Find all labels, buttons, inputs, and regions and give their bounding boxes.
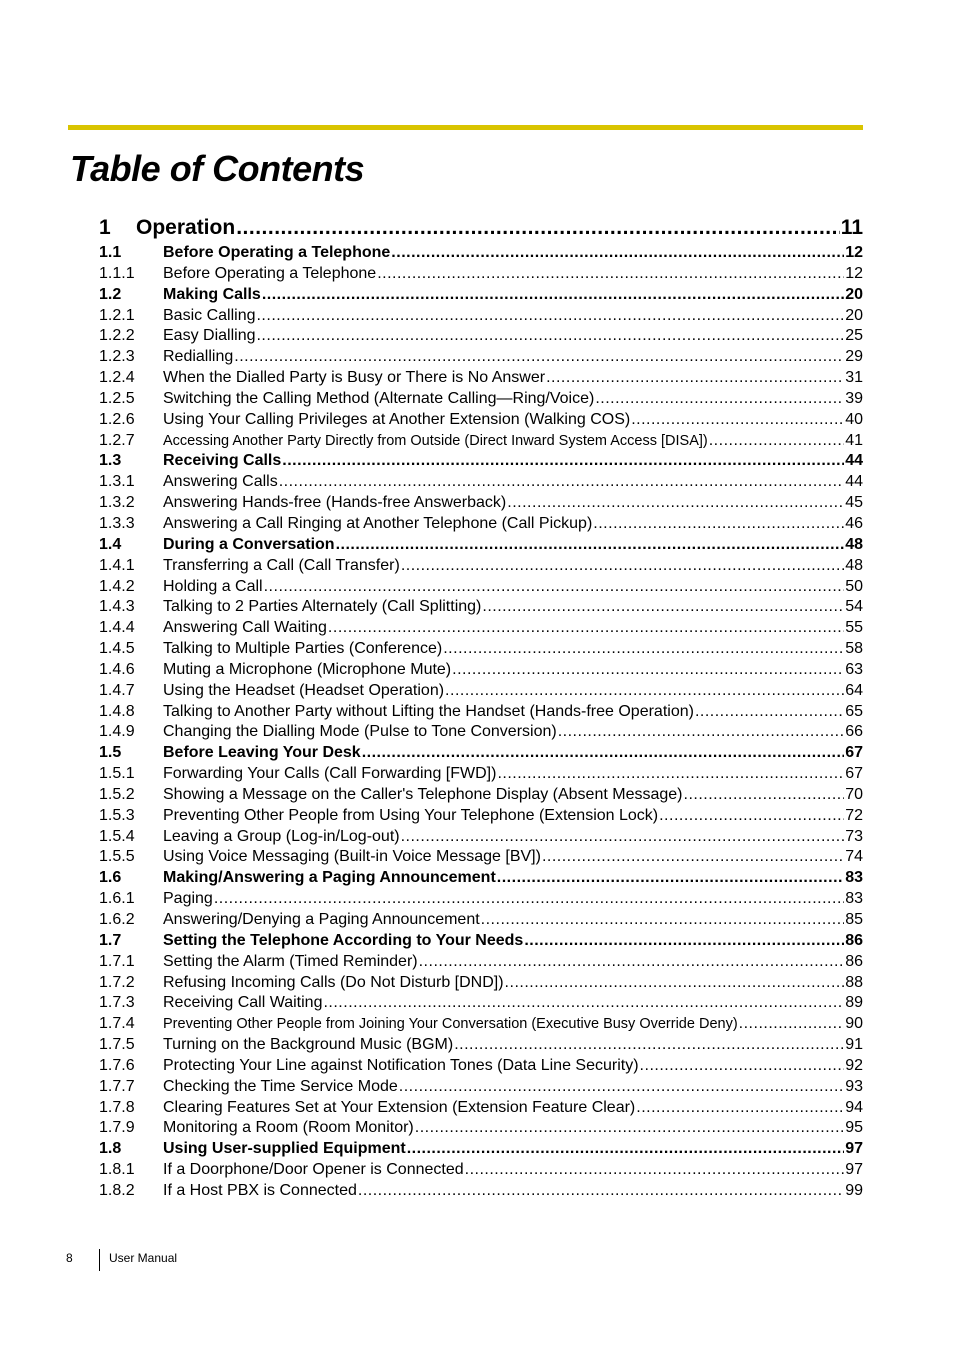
dot-leader bbox=[659, 806, 844, 827]
entry-title: Talking to Multiple Parties (Conference) bbox=[163, 640, 443, 658]
toc-subsection[interactable] bbox=[99, 618, 863, 639]
toc-subsection[interactable] bbox=[99, 660, 863, 681]
dot-leader bbox=[497, 868, 844, 889]
entry-page: 41 bbox=[845, 431, 863, 449]
toc-section[interactable] bbox=[99, 451, 863, 472]
entry-title: Answering/Denying a Paging Announcement bbox=[163, 911, 480, 928]
entry-number: 1.3.1 bbox=[99, 473, 135, 491]
entry-title: Holding a Call bbox=[163, 577, 263, 595]
dot-leader bbox=[481, 910, 845, 931]
entry-number: 1.7.7 bbox=[99, 1077, 135, 1095]
entry-title: Using Voice Messaging (Built-in Voice Message [BV]) bbox=[163, 848, 541, 866]
entry-page: 73 bbox=[845, 827, 863, 845]
entry-page: 20 bbox=[845, 285, 863, 303]
entry-page: 86 bbox=[845, 952, 863, 970]
dot-leader bbox=[407, 1139, 845, 1160]
toc-subsection[interactable] bbox=[99, 1035, 863, 1056]
toc-subsection[interactable] bbox=[99, 1056, 863, 1077]
dot-leader bbox=[631, 410, 844, 431]
entry-number: 1.7.1 bbox=[99, 952, 135, 970]
dot-leader bbox=[236, 213, 840, 243]
entry-title: Setting the Alarm (Timed Reminder) bbox=[163, 952, 418, 970]
dot-leader bbox=[262, 285, 844, 306]
toc-subsection[interactable] bbox=[99, 785, 863, 806]
entry-number: 1.5.5 bbox=[99, 848, 135, 866]
toc-subsection[interactable] bbox=[99, 264, 863, 285]
entry-page: 44 bbox=[845, 452, 863, 470]
entry-number: 1.6.2 bbox=[99, 911, 135, 928]
entry-title: Preventing Other People from Joining Your Conversation (Executive Busy Override Deny) bbox=[163, 1016, 738, 1033]
dot-leader bbox=[524, 931, 844, 952]
entry-title: Before Operating a Telephone bbox=[163, 264, 377, 282]
entry-title: Making Calls bbox=[163, 285, 261, 303]
toc-subsection[interactable] bbox=[99, 993, 863, 1014]
toc-subsection[interactable] bbox=[99, 577, 863, 598]
dot-leader bbox=[709, 431, 844, 452]
dot-leader bbox=[684, 785, 845, 806]
entry-title: Answering a Call Ringing at Another Telephone (Call Pickup) bbox=[163, 514, 593, 532]
dot-leader bbox=[546, 368, 844, 389]
toc-subsection[interactable] bbox=[99, 1181, 863, 1202]
toc-section[interactable] bbox=[99, 931, 863, 952]
toc-section[interactable] bbox=[99, 868, 863, 889]
entry-number: 1.8.2 bbox=[99, 1181, 135, 1199]
entry-title: Setting the Telephone According to Your Needs bbox=[163, 931, 524, 949]
dot-leader bbox=[391, 243, 844, 264]
entry-title: Protecting Your Line against Notification Tones (Data Line Security) bbox=[163, 1056, 639, 1074]
entry-number: 1.3.2 bbox=[99, 494, 135, 512]
dot-leader bbox=[328, 618, 844, 639]
entry-title: Changing the Dialling Mode (Pulse to Tone Conversion) bbox=[163, 723, 557, 741]
entry-page: 85 bbox=[845, 911, 863, 928]
dot-leader bbox=[695, 702, 844, 723]
dot-leader bbox=[507, 493, 844, 514]
entry-page: 20 bbox=[845, 306, 863, 324]
entry-number: 1.5 bbox=[99, 744, 122, 762]
toc-entries bbox=[99, 243, 863, 1202]
entry-number: 1.2.2 bbox=[99, 327, 135, 345]
dot-leader bbox=[399, 1077, 844, 1098]
toc-subsection[interactable] bbox=[99, 847, 863, 868]
entry-title: Showing a Message on the Caller's Telephone Display (Absent Message) bbox=[163, 785, 683, 803]
entry-number: 1.4.3 bbox=[99, 598, 135, 616]
toc-subsection[interactable] bbox=[99, 910, 863, 931]
entry-page: 44 bbox=[845, 473, 863, 491]
entry-page: 99 bbox=[845, 1181, 863, 1199]
dot-leader bbox=[558, 722, 844, 743]
toc-subsection[interactable] bbox=[99, 306, 863, 327]
dot-leader bbox=[362, 743, 845, 764]
toc-subsection[interactable] bbox=[99, 722, 863, 743]
toc-subsection[interactable] bbox=[99, 702, 863, 723]
toc-subsection[interactable] bbox=[99, 952, 863, 973]
entry-page: 94 bbox=[845, 1098, 863, 1116]
entry-page: 39 bbox=[845, 389, 863, 407]
dot-leader bbox=[452, 660, 844, 681]
page-title: Table of Contents bbox=[70, 148, 365, 189]
entry-page: 48 bbox=[845, 556, 863, 574]
toc-subsection[interactable] bbox=[99, 639, 863, 660]
entry-number: 1.5.3 bbox=[99, 806, 135, 824]
header-rule bbox=[68, 125, 863, 130]
entry-title: Receiving Calls bbox=[163, 452, 282, 470]
entry-number: 1.4.1 bbox=[99, 556, 135, 574]
toc-chapter-operation[interactable] bbox=[99, 213, 863, 243]
entry-title: Before Leaving Your Desk bbox=[163, 744, 361, 762]
entry-page: 31 bbox=[845, 369, 863, 387]
dot-leader bbox=[445, 681, 844, 702]
toc-subsection[interactable] bbox=[99, 1014, 863, 1035]
dot-leader bbox=[256, 306, 844, 327]
entry-page: 40 bbox=[845, 410, 863, 428]
entry-title: Before Operating a Telephone bbox=[163, 244, 391, 261]
entry-number: 1.6.1 bbox=[99, 890, 135, 908]
toc-section[interactable] bbox=[99, 285, 863, 306]
entry-number: 1.4 bbox=[99, 535, 122, 553]
entry-number: 1.3.3 bbox=[99, 514, 135, 532]
entry-number: 1.2.5 bbox=[99, 389, 135, 407]
entry-number: 1.2.7 bbox=[99, 431, 135, 449]
entry-title: Checking the Time Service Mode bbox=[163, 1077, 398, 1095]
entry-number: 1.4.8 bbox=[99, 702, 135, 720]
toc-subsection[interactable] bbox=[99, 472, 863, 493]
entry-title: If a Doorphone/Door Opener is Connected bbox=[163, 1161, 464, 1179]
footer-page-number: 8 bbox=[66, 1251, 73, 1265]
entry-title: Using Your Calling Privileges at Another Extension (Walking COS) bbox=[163, 410, 631, 428]
dot-leader bbox=[482, 597, 844, 618]
toc-subsection[interactable] bbox=[99, 1160, 863, 1181]
dot-leader bbox=[264, 577, 845, 598]
entry-title: Clearing Features Set at Your Extension (Extension Feature Clear) bbox=[163, 1098, 636, 1116]
toc-subsection[interactable] bbox=[99, 410, 863, 431]
dot-leader bbox=[401, 556, 844, 577]
toc-subsection[interactable] bbox=[99, 493, 863, 514]
entry-number: 1.1.1 bbox=[99, 264, 135, 282]
entry-page: 86 bbox=[845, 931, 863, 949]
entry-page: 83 bbox=[845, 890, 863, 908]
entry-page: 55 bbox=[845, 619, 863, 637]
entry-title: Easy Dialling bbox=[163, 327, 256, 345]
toc-subsection[interactable] bbox=[99, 1098, 863, 1119]
entry-page: 48 bbox=[845, 535, 863, 553]
dot-leader bbox=[542, 847, 844, 868]
entry-title: Basic Calling bbox=[163, 306, 256, 324]
dot-leader bbox=[419, 952, 845, 973]
entry-title: Receiving Call Waiting bbox=[163, 994, 323, 1012]
entry-page: 88 bbox=[845, 973, 863, 991]
entry-number: 1.2.1 bbox=[99, 306, 135, 324]
entry-title: Muting a Microphone (Microphone Mute) bbox=[163, 660, 452, 678]
entry-page: 46 bbox=[845, 514, 863, 532]
dot-leader bbox=[279, 472, 844, 493]
toc-subsection[interactable] bbox=[99, 764, 863, 785]
entry-page: 12 bbox=[845, 244, 863, 261]
entry-number: 1.4.6 bbox=[99, 660, 135, 678]
dot-leader bbox=[214, 889, 844, 910]
entry-title: Using the Headset (Headset Operation) bbox=[163, 681, 445, 699]
dot-leader bbox=[282, 451, 844, 472]
toc-section[interactable] bbox=[99, 1139, 863, 1160]
entry-number: 1.4.7 bbox=[99, 681, 135, 699]
entry-title: Talking to Another Party without Lifting the Handset (Hands-free Operation) bbox=[163, 702, 694, 720]
dot-leader bbox=[323, 993, 844, 1014]
entry-number: 1.5.2 bbox=[99, 785, 135, 803]
entry-number: 1.4.2 bbox=[99, 577, 135, 595]
entry-number: 1.5.4 bbox=[99, 827, 135, 845]
entry-title: Talking to 2 Parties Alternately (Call Splitting) bbox=[163, 598, 482, 616]
entry-title: Redialling bbox=[163, 348, 234, 366]
dot-leader bbox=[595, 389, 844, 410]
entry-page: 72 bbox=[845, 806, 863, 824]
dot-leader bbox=[401, 827, 845, 848]
entry-page: 89 bbox=[845, 994, 863, 1012]
dot-leader bbox=[443, 639, 844, 660]
entry-title: Turning on the Background Music (BGM) bbox=[163, 1036, 454, 1054]
entry-title: When the Dialled Party is Busy or There is No Answer bbox=[163, 369, 546, 387]
footer-label: User Manual bbox=[109, 1251, 178, 1265]
entry-page: 64 bbox=[845, 681, 863, 699]
entry-page: 65 bbox=[845, 702, 863, 720]
entry-number: 1.7 bbox=[99, 931, 122, 949]
toc-subsection[interactable] bbox=[99, 1077, 863, 1098]
toc-subsection[interactable] bbox=[99, 326, 863, 347]
entry-page: 90 bbox=[845, 1015, 863, 1033]
dot-leader bbox=[739, 1014, 845, 1035]
entry-page: 45 bbox=[845, 494, 863, 512]
entry-page: 95 bbox=[845, 1119, 863, 1137]
entry-title: Switching the Calling Method (Alternate Calling—Ring/Voice) bbox=[163, 389, 595, 407]
dot-leader bbox=[465, 1160, 845, 1181]
entry-title: Answering Calls bbox=[163, 473, 278, 491]
entry-number: 1.4.9 bbox=[99, 723, 135, 741]
dot-leader bbox=[358, 1181, 844, 1202]
entry-title: Answering Hands-free (Hands-free Answerback) bbox=[163, 494, 507, 512]
entry-number: 1.2.3 bbox=[99, 348, 135, 366]
entry-number: 1.8 bbox=[99, 1140, 122, 1158]
toc-section[interactable] bbox=[99, 535, 863, 556]
dot-leader bbox=[454, 1035, 844, 1056]
toc-subsection[interactable] bbox=[99, 681, 863, 702]
entry-title: Forwarding Your Calls (Call Forwarding [FWD]) bbox=[163, 765, 497, 783]
entry-page: 92 bbox=[845, 1056, 863, 1074]
toc-subsection[interactable] bbox=[99, 556, 863, 577]
entry-number: 1.7.9 bbox=[99, 1119, 135, 1137]
table-of-contents bbox=[99, 213, 863, 1202]
entry-page: 74 bbox=[845, 848, 863, 866]
chapter-number: 1 bbox=[99, 216, 111, 239]
entry-title: Accessing Another Party Directly from Outside (Direct Inward System Access [DISA]) bbox=[163, 432, 708, 449]
entry-number: 1.3 bbox=[99, 452, 122, 470]
entry-title: Using User-supplied Equipment bbox=[163, 1140, 406, 1158]
toc-subsection[interactable] bbox=[99, 389, 863, 410]
dot-leader bbox=[256, 326, 844, 347]
toc-subsection[interactable] bbox=[99, 347, 863, 368]
entry-number: 1.4.5 bbox=[99, 640, 135, 658]
entry-number: 1.7.3 bbox=[99, 994, 135, 1012]
entry-number: 1.8.1 bbox=[99, 1161, 135, 1179]
chapter-title: Operation bbox=[136, 216, 236, 239]
toc-subsection[interactable] bbox=[99, 368, 863, 389]
dot-leader bbox=[415, 1118, 844, 1139]
dot-leader bbox=[234, 347, 844, 368]
entry-number: 1.2.4 bbox=[99, 369, 135, 387]
entry-title: Paging bbox=[163, 890, 213, 908]
footer-divider bbox=[99, 1249, 100, 1271]
toc-subsection[interactable] bbox=[99, 431, 863, 452]
entry-title: Leaving a Group (Log-in/Log-out) bbox=[163, 827, 400, 845]
entry-page: 93 bbox=[845, 1077, 863, 1095]
entry-number: 1.1 bbox=[99, 244, 122, 261]
dot-leader bbox=[593, 514, 844, 535]
entry-number: 1.7.2 bbox=[99, 973, 135, 991]
entry-title: Answering Call Waiting bbox=[163, 619, 327, 637]
entry-number: 1.4.4 bbox=[99, 619, 135, 637]
toc-section[interactable] bbox=[99, 743, 863, 764]
entry-title: Transferring a Call (Call Transfer) bbox=[163, 556, 400, 574]
entry-page: 67 bbox=[845, 765, 863, 783]
entry-number: 1.7.6 bbox=[99, 1056, 135, 1074]
entry-page: 67 bbox=[845, 744, 863, 762]
entry-page: 63 bbox=[845, 660, 863, 678]
chapter-page: 11 bbox=[840, 216, 863, 239]
toc-subsection[interactable] bbox=[99, 827, 863, 848]
dot-leader bbox=[636, 1098, 844, 1119]
entry-number: 1.2.6 bbox=[99, 410, 135, 428]
toc-subsection[interactable] bbox=[99, 514, 863, 535]
entry-number: 1.2 bbox=[99, 285, 122, 303]
entry-number: 1.6 bbox=[99, 869, 122, 887]
toc-subsection[interactable] bbox=[99, 973, 863, 994]
entry-page: 29 bbox=[845, 348, 863, 366]
entry-number: 1.7.4 bbox=[99, 1015, 135, 1033]
dot-leader bbox=[505, 973, 845, 994]
entry-page: 54 bbox=[845, 598, 863, 616]
entry-number: 1.7.8 bbox=[99, 1098, 135, 1116]
entry-title: During a Conversation bbox=[163, 535, 335, 553]
entry-page: 12 bbox=[845, 264, 863, 282]
entry-title: If a Host PBX is Connected bbox=[163, 1181, 357, 1199]
entry-title: Refusing Incoming Calls (Do Not Disturb [DND]) bbox=[163, 973, 504, 991]
entry-page: 91 bbox=[845, 1036, 863, 1054]
entry-page: 50 bbox=[845, 577, 863, 595]
entry-title: Making/Answering a Paging Announcement bbox=[163, 869, 496, 887]
toc-subsection[interactable] bbox=[99, 597, 863, 618]
entry-page: 25 bbox=[845, 327, 863, 345]
dot-leader bbox=[336, 535, 845, 556]
toc-subsection[interactable] bbox=[99, 1118, 863, 1139]
entry-number: 1.5.1 bbox=[99, 765, 135, 783]
toc-subsection[interactable] bbox=[99, 806, 863, 827]
entry-number: 1.7.5 bbox=[99, 1036, 135, 1054]
dot-leader bbox=[377, 264, 844, 285]
toc-subsection[interactable] bbox=[99, 889, 863, 910]
entry-page: 97 bbox=[845, 1161, 863, 1179]
entry-title: Preventing Other People from Using Your Telephone (Extension Lock) bbox=[163, 806, 659, 824]
entry-page: 70 bbox=[845, 785, 863, 803]
entry-page: 83 bbox=[845, 869, 863, 887]
toc-section[interactable] bbox=[99, 243, 863, 264]
entry-page: 97 bbox=[845, 1140, 863, 1158]
entry-page: 66 bbox=[845, 723, 863, 741]
dot-leader bbox=[640, 1056, 845, 1077]
entry-page: 58 bbox=[845, 640, 863, 658]
dot-leader bbox=[497, 764, 844, 785]
entry-title: Monitoring a Room (Room Monitor) bbox=[163, 1119, 414, 1137]
